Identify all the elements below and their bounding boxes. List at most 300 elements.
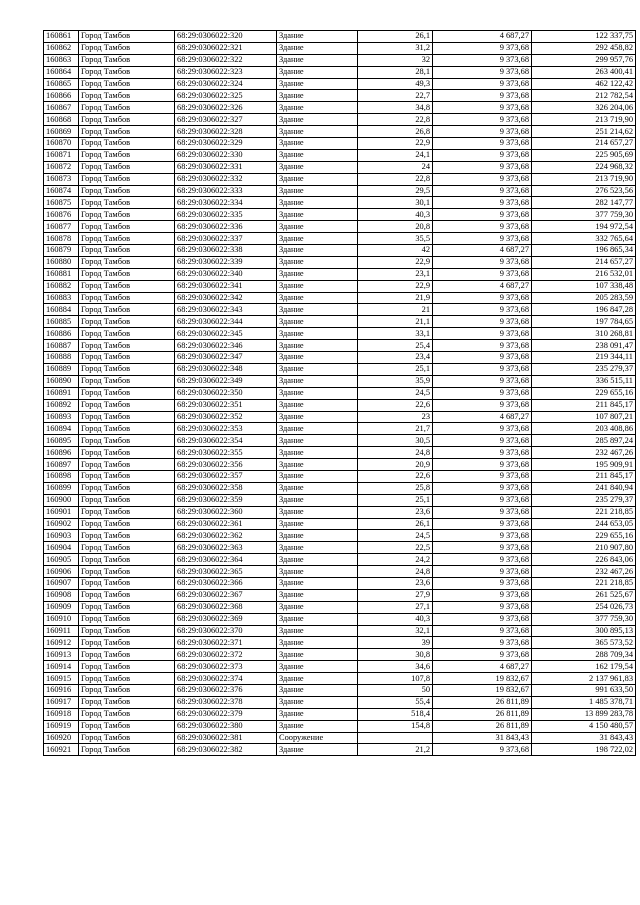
object-type-cell: Здание: [277, 102, 358, 114]
cadastral-value-cell: 251 214,62: [532, 126, 636, 138]
area-cell: 28,1: [358, 66, 433, 78]
cadastral-number-cell: 68:29:0306022:347: [175, 352, 277, 364]
unit-price-cell: 9 373,68: [433, 316, 532, 328]
unit-price-cell: 9 373,68: [433, 138, 532, 150]
area-cell: 24,5: [358, 530, 433, 542]
row-number-cell: 160888: [44, 352, 79, 364]
row-number-cell: 160911: [44, 625, 79, 637]
cadastral-value-cell: 263 400,41: [532, 66, 636, 78]
row-number-cell: 160885: [44, 316, 79, 328]
cadastral-value-cell: 235 279,37: [532, 363, 636, 375]
table-row: [44, 554, 636, 566]
table-row: [44, 649, 636, 661]
table-row: [44, 732, 636, 744]
row-number-cell: 160865: [44, 78, 79, 90]
cadastral-value-cell: 288 709,34: [532, 649, 636, 661]
cadastral-value-cell: 244 653,05: [532, 518, 636, 530]
object-type-cell: Здание: [277, 494, 358, 506]
object-type-cell: Здание: [277, 54, 358, 66]
table-row: [44, 185, 636, 197]
unit-price-cell: 9 373,68: [433, 363, 532, 375]
cadastral-number-cell: 68:29:0306022:322: [175, 54, 277, 66]
object-type-cell: Здание: [277, 447, 358, 459]
row-number-cell: 160899: [44, 482, 79, 494]
cadastral-number-cell: 68:29:0306022:348: [175, 363, 277, 375]
unit-price-cell: 4 687,27: [433, 245, 532, 257]
cadastral-number-cell: 68:29:0306022:370: [175, 625, 277, 637]
object-type-cell: Здание: [277, 435, 358, 447]
table-row: [44, 684, 636, 696]
table-row: [44, 268, 636, 280]
table-row: [44, 423, 636, 435]
table-row: [44, 387, 636, 399]
city-cell: Город Тамбов: [79, 42, 175, 54]
city-cell: Город Тамбов: [79, 352, 175, 364]
area-cell: 20,8: [358, 221, 433, 233]
row-number-cell: 160867: [44, 102, 79, 114]
city-cell: Город Тамбов: [79, 233, 175, 245]
city-cell: Город Тамбов: [79, 589, 175, 601]
cadastral-number-cell: 68:29:0306022:320: [175, 31, 277, 43]
cadastral-number-cell: 68:29:0306022:353: [175, 423, 277, 435]
cadastral-number-cell: 68:29:0306022:350: [175, 387, 277, 399]
unit-price-cell: 9 373,68: [433, 506, 532, 518]
area-cell: 40,3: [358, 613, 433, 625]
row-number-cell: 160913: [44, 649, 79, 661]
cadastral-number-cell: 68:29:0306022:336: [175, 221, 277, 233]
row-number-cell: 160862: [44, 42, 79, 54]
row-number-cell: 160900: [44, 494, 79, 506]
table-row: [44, 637, 636, 649]
city-cell: Город Тамбов: [79, 316, 175, 328]
cadastral-number-cell: 68:29:0306022:331: [175, 161, 277, 173]
cadastral-number-cell: 68:29:0306022:358: [175, 482, 277, 494]
cadastral-value-cell: 276 523,56: [532, 185, 636, 197]
object-type-cell: Здание: [277, 221, 358, 233]
cadastral-value-cell: 991 633,50: [532, 684, 636, 696]
city-cell: Город Тамбов: [79, 470, 175, 482]
table-row: [44, 613, 636, 625]
cadastral-number-cell: 68:29:0306022:366: [175, 577, 277, 589]
unit-price-cell: 9 373,68: [433, 42, 532, 54]
cadastral-number-cell: 68:29:0306022:360: [175, 506, 277, 518]
table-row: [44, 114, 636, 126]
table-row: [44, 435, 636, 447]
city-cell: Город Тамбов: [79, 292, 175, 304]
city-cell: Город Тамбов: [79, 744, 175, 756]
area-cell: 42: [358, 245, 433, 257]
cadastral-number-cell: 68:29:0306022:324: [175, 78, 277, 90]
object-type-cell: Здание: [277, 114, 358, 126]
unit-price-cell: 9 373,68: [433, 102, 532, 114]
cadastral-value-cell: 377 759,30: [532, 613, 636, 625]
area-cell: 32: [358, 54, 433, 66]
cadastral-value-cell: 211 845,17: [532, 399, 636, 411]
table-row: [44, 661, 636, 673]
cadastral-number-cell: 68:29:0306022:346: [175, 340, 277, 352]
table-row: [44, 696, 636, 708]
area-cell: 24,8: [358, 566, 433, 578]
cadastral-value-cell: 107 338,48: [532, 280, 636, 292]
table-row: [44, 482, 636, 494]
cadastral-value-cell: 221 218,85: [532, 506, 636, 518]
table-row: [44, 601, 636, 613]
city-cell: Город Тамбов: [79, 613, 175, 625]
row-number-cell: 160873: [44, 173, 79, 185]
area-cell: 26,1: [358, 518, 433, 530]
unit-price-cell: 19 832,67: [433, 684, 532, 696]
area-cell: 22,5: [358, 542, 433, 554]
object-type-cell: Здание: [277, 66, 358, 78]
row-number-cell: 160881: [44, 268, 79, 280]
cadastral-value-cell: 221 218,85: [532, 577, 636, 589]
area-cell: 33,1: [358, 328, 433, 340]
cadastral-number-cell: 68:29:0306022:333: [175, 185, 277, 197]
table-row: [44, 102, 636, 114]
table-row: [44, 566, 636, 578]
city-cell: Город Тамбов: [79, 649, 175, 661]
object-type-cell: Здание: [277, 684, 358, 696]
row-number-cell: 160871: [44, 149, 79, 161]
table-row: [44, 221, 636, 233]
object-type-cell: Здание: [277, 316, 358, 328]
area-cell: 22,7: [358, 90, 433, 102]
unit-price-cell: 9 373,68: [433, 577, 532, 589]
object-type-cell: Здание: [277, 328, 358, 340]
cadastral-number-cell: 68:29:0306022:380: [175, 720, 277, 732]
unit-price-cell: 9 373,68: [433, 423, 532, 435]
row-number-cell: 160861: [44, 31, 79, 43]
object-type-cell: Здание: [277, 375, 358, 387]
unit-price-cell: 9 373,68: [433, 649, 532, 661]
cadastral-number-cell: 68:29:0306022:371: [175, 637, 277, 649]
city-cell: Город Тамбов: [79, 530, 175, 542]
cadastral-number-cell: 68:29:0306022:378: [175, 696, 277, 708]
row-number-cell: 160912: [44, 637, 79, 649]
cadastral-value-cell: 196 847,28: [532, 304, 636, 316]
row-number-cell: 160869: [44, 126, 79, 138]
cadastral-value-cell: 214 657,27: [532, 256, 636, 268]
row-number-cell: 160891: [44, 387, 79, 399]
area-cell: 24,1: [358, 149, 433, 161]
row-number-cell: 160906: [44, 566, 79, 578]
unit-price-cell: 9 373,68: [433, 566, 532, 578]
table-row: [44, 328, 636, 340]
unit-price-cell: 9 373,68: [433, 304, 532, 316]
unit-price-cell: 4 687,27: [433, 411, 532, 423]
cadastral-number-cell: 68:29:0306022:342: [175, 292, 277, 304]
area-cell: 27,1: [358, 601, 433, 613]
city-cell: Город Тамбов: [79, 684, 175, 696]
table-row: [44, 66, 636, 78]
area-cell: 25,4: [358, 340, 433, 352]
unit-price-cell: 9 373,68: [433, 542, 532, 554]
table-row: [44, 316, 636, 328]
area-cell: 30,8: [358, 649, 433, 661]
unit-price-cell: 9 373,68: [433, 352, 532, 364]
city-cell: Город Тамбов: [79, 102, 175, 114]
area-cell: 24,2: [358, 554, 433, 566]
unit-price-cell: 9 373,68: [433, 233, 532, 245]
unit-price-cell: 9 373,68: [433, 482, 532, 494]
city-cell: Город Тамбов: [79, 78, 175, 90]
cadastral-value-cell: 4 150 480,57: [532, 720, 636, 732]
cadastral-number-cell: 68:29:0306022:326: [175, 102, 277, 114]
object-type-cell: Здание: [277, 197, 358, 209]
object-type-cell: Здание: [277, 530, 358, 542]
area-cell: 25,8: [358, 482, 433, 494]
table-row: [44, 233, 636, 245]
area-cell: 22,8: [358, 173, 433, 185]
city-cell: Город Тамбов: [79, 126, 175, 138]
cadastral-value-cell: 122 337,75: [532, 31, 636, 43]
unit-price-cell: 9 373,68: [433, 185, 532, 197]
table-row: [44, 352, 636, 364]
table-row: [44, 31, 636, 43]
city-cell: Город Тамбов: [79, 54, 175, 66]
area-cell: 50: [358, 684, 433, 696]
cadastral-number-cell: 68:29:0306022:335: [175, 209, 277, 221]
city-cell: Город Тамбов: [79, 363, 175, 375]
cadastral-number-cell: 68:29:0306022:359: [175, 494, 277, 506]
cadastral-number-cell: 68:29:0306022:337: [175, 233, 277, 245]
unit-price-cell: 9 373,68: [433, 173, 532, 185]
city-cell: Город Тамбов: [79, 732, 175, 744]
city-cell: Город Тамбов: [79, 459, 175, 471]
city-cell: Город Тамбов: [79, 173, 175, 185]
object-type-cell: Здание: [277, 720, 358, 732]
cadastral-value-cell: 213 719,90: [532, 114, 636, 126]
table-row: [44, 54, 636, 66]
row-number-cell: 160894: [44, 423, 79, 435]
table-row: [44, 256, 636, 268]
table-row: [44, 363, 636, 375]
row-number-cell: 160874: [44, 185, 79, 197]
object-type-cell: Здание: [277, 459, 358, 471]
unit-price-cell: 9 373,68: [433, 494, 532, 506]
cadastral-number-cell: 68:29:0306022:379: [175, 708, 277, 720]
city-cell: Город Тамбов: [79, 256, 175, 268]
cadastral-number-cell: 68:29:0306022:367: [175, 589, 277, 601]
unit-price-cell: 9 373,68: [433, 90, 532, 102]
object-type-cell: Сооружение: [277, 732, 358, 744]
object-type-cell: Здание: [277, 209, 358, 221]
row-number-cell: 160921: [44, 744, 79, 756]
row-number-cell: 160907: [44, 577, 79, 589]
city-cell: Город Тамбов: [79, 66, 175, 78]
table-row: [44, 518, 636, 530]
object-type-cell: Здание: [277, 233, 358, 245]
table-row: [44, 245, 636, 257]
area-cell: 22,9: [358, 280, 433, 292]
area-cell: 35,9: [358, 375, 433, 387]
cadastral-number-cell: 68:29:0306022:369: [175, 613, 277, 625]
table-row: [44, 90, 636, 102]
cadastral-value-cell: 211 845,17: [532, 470, 636, 482]
table-row: [44, 470, 636, 482]
row-number-cell: 160886: [44, 328, 79, 340]
cadastral-value-cell: 224 968,32: [532, 161, 636, 173]
table-row: [44, 530, 636, 542]
property-table: [43, 30, 636, 756]
table-row: [44, 138, 636, 150]
unit-price-cell: 9 373,68: [433, 328, 532, 340]
city-cell: Город Тамбов: [79, 601, 175, 613]
row-number-cell: 160903: [44, 530, 79, 542]
unit-price-cell: 9 373,68: [433, 589, 532, 601]
object-type-cell: Здание: [277, 268, 358, 280]
cadastral-value-cell: 336 515,11: [532, 375, 636, 387]
area-cell: 30,1: [358, 197, 433, 209]
table-row: [44, 673, 636, 685]
cadastral-number-cell: 68:29:0306022:325: [175, 90, 277, 102]
row-number-cell: 160904: [44, 542, 79, 554]
city-cell: Город Тамбов: [79, 31, 175, 43]
city-cell: Город Тамбов: [79, 673, 175, 685]
object-type-cell: Здание: [277, 352, 358, 364]
object-type-cell: Здание: [277, 649, 358, 661]
city-cell: Город Тамбов: [79, 637, 175, 649]
city-cell: Город Тамбов: [79, 340, 175, 352]
cadastral-number-cell: 68:29:0306022:381: [175, 732, 277, 744]
cadastral-value-cell: 229 655,16: [532, 387, 636, 399]
cadastral-value-cell: 226 843,06: [532, 554, 636, 566]
row-number-cell: 160870: [44, 138, 79, 150]
object-type-cell: Здание: [277, 423, 358, 435]
city-cell: Город Тамбов: [79, 696, 175, 708]
cadastral-value-cell: 203 408,86: [532, 423, 636, 435]
city-cell: Город Тамбов: [79, 161, 175, 173]
city-cell: Город Тамбов: [79, 411, 175, 423]
cadastral-number-cell: 68:29:0306022:368: [175, 601, 277, 613]
unit-price-cell: 9 373,68: [433, 54, 532, 66]
cadastral-value-cell: 326 204,06: [532, 102, 636, 114]
unit-price-cell: 19 832,67: [433, 673, 532, 685]
city-cell: Город Тамбов: [79, 185, 175, 197]
row-number-cell: 160868: [44, 114, 79, 126]
table-row: [44, 126, 636, 138]
unit-price-cell: 9 373,68: [433, 613, 532, 625]
object-type-cell: Здание: [277, 589, 358, 601]
area-cell: 30,5: [358, 435, 433, 447]
row-number-cell: 160917: [44, 696, 79, 708]
cadastral-value-cell: 238 091,47: [532, 340, 636, 352]
unit-price-cell: 9 373,68: [433, 554, 532, 566]
row-number-cell: 160898: [44, 470, 79, 482]
cadastral-value-cell: 198 722,02: [532, 744, 636, 756]
city-cell: Город Тамбов: [79, 375, 175, 387]
object-type-cell: Здание: [277, 673, 358, 685]
object-type-cell: Здание: [277, 149, 358, 161]
area-cell: 24,8: [358, 447, 433, 459]
row-number-cell: 160895: [44, 435, 79, 447]
object-type-cell: Здание: [277, 185, 358, 197]
cadastral-value-cell: 261 525,67: [532, 589, 636, 601]
table-row: [44, 78, 636, 90]
table-row: [44, 447, 636, 459]
cadastral-number-cell: 68:29:0306022:364: [175, 554, 277, 566]
cadastral-number-cell: 68:29:0306022:332: [175, 173, 277, 185]
unit-price-cell: 4 687,27: [433, 31, 532, 43]
city-cell: Город Тамбов: [79, 435, 175, 447]
row-number-cell: 160872: [44, 161, 79, 173]
unit-price-cell: 9 373,68: [433, 375, 532, 387]
area-cell: 49,3: [358, 78, 433, 90]
city-cell: Город Тамбов: [79, 221, 175, 233]
area-cell: 25,1: [358, 363, 433, 375]
object-type-cell: Здание: [277, 78, 358, 90]
unit-price-cell: 9 373,68: [433, 292, 532, 304]
object-type-cell: Здание: [277, 708, 358, 720]
unit-price-cell: 9 373,68: [433, 447, 532, 459]
object-type-cell: Здание: [277, 601, 358, 613]
unit-price-cell: 9 373,68: [433, 114, 532, 126]
cadastral-value-cell: 232 467,26: [532, 447, 636, 459]
table-row: [44, 399, 636, 411]
row-number-cell: 160887: [44, 340, 79, 352]
object-type-cell: Здание: [277, 90, 358, 102]
table-row: [44, 340, 636, 352]
area-cell: 23,6: [358, 577, 433, 589]
area-cell: 24: [358, 161, 433, 173]
area-cell: 29,5: [358, 185, 433, 197]
cadastral-value-cell: 205 283,59: [532, 292, 636, 304]
city-cell: Город Тамбов: [79, 625, 175, 637]
table-row: [44, 589, 636, 601]
cadastral-value-cell: 210 907,80: [532, 542, 636, 554]
row-number-cell: 160883: [44, 292, 79, 304]
cadastral-value-cell: 299 957,76: [532, 54, 636, 66]
area-cell: 34,8: [358, 102, 433, 114]
object-type-cell: Здание: [277, 387, 358, 399]
unit-price-cell: 4 687,27: [433, 661, 532, 673]
table-row: [44, 625, 636, 637]
cadastral-number-cell: 68:29:0306022:361: [175, 518, 277, 530]
unit-price-cell: 9 373,68: [433, 459, 532, 471]
area-cell: 34,6: [358, 661, 433, 673]
row-number-cell: 160884: [44, 304, 79, 316]
area-cell: 23,1: [358, 268, 433, 280]
object-type-cell: Здание: [277, 256, 358, 268]
row-number-cell: 160896: [44, 447, 79, 459]
object-type-cell: Здание: [277, 482, 358, 494]
cadastral-value-cell: 195 909,91: [532, 459, 636, 471]
cadastral-value-cell: 31 843,43: [532, 732, 636, 744]
area-cell: 22,9: [358, 138, 433, 150]
cadastral-number-cell: 68:29:0306022:339: [175, 256, 277, 268]
row-number-cell: 160863: [44, 54, 79, 66]
object-type-cell: Здание: [277, 542, 358, 554]
cadastral-number-cell: 68:29:0306022:356: [175, 459, 277, 471]
cadastral-value-cell: 219 344,11: [532, 352, 636, 364]
object-type-cell: Здание: [277, 411, 358, 423]
object-type-cell: Здание: [277, 661, 358, 673]
row-number-cell: 160889: [44, 363, 79, 375]
cadastral-value-cell: 225 905,69: [532, 149, 636, 161]
cadastral-value-cell: 377 759,30: [532, 209, 636, 221]
area-cell: 22,8: [358, 114, 433, 126]
object-type-cell: Здание: [277, 696, 358, 708]
object-type-cell: Здание: [277, 280, 358, 292]
cadastral-number-cell: 68:29:0306022:355: [175, 447, 277, 459]
city-cell: Город Тамбов: [79, 209, 175, 221]
row-number-cell: 160915: [44, 673, 79, 685]
city-cell: Город Тамбов: [79, 661, 175, 673]
row-number-cell: 160902: [44, 518, 79, 530]
unit-price-cell: 26 811,89: [433, 720, 532, 732]
cadastral-value-cell: 285 897,24: [532, 435, 636, 447]
object-type-cell: Здание: [277, 31, 358, 43]
